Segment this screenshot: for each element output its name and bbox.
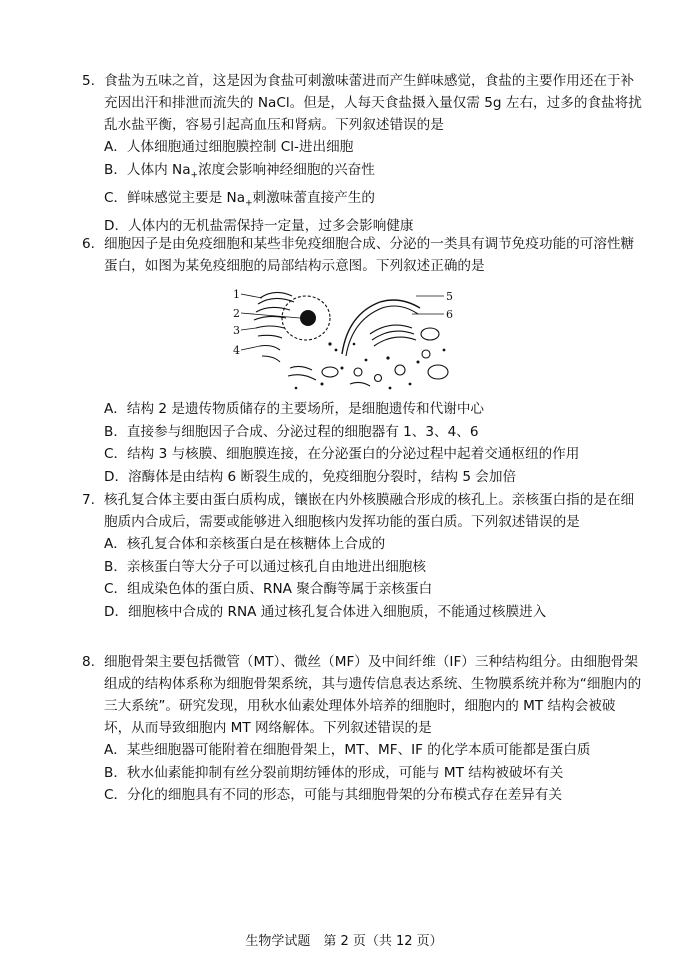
- option-b: B．人体内 $Na_+$浓度会影响神经细胞的兴奋性: [104, 161, 375, 181]
- figure-label-1: 1: [233, 288, 240, 301]
- question-number: 6.: [82, 236, 95, 252]
- option-c: C．组成染色体的蛋白质、RNA 聚合酶等属于亲核蛋白: [104, 581, 433, 597]
- question-text: 细胞因子是由免疫细胞和某些非免疫细胞合成、分泌的一类具有调节免疫功能的可溶性糖蛋白，如图为某免疫细胞的局部结构示意图。下列叙述正确的是: [104, 236, 635, 274]
- question-6-options: [82, 398, 642, 488]
- option-c: C．分化的细胞具有不同的形态，可能与其细胞骨架的分布模式存在差异有关: [104, 787, 563, 803]
- question-stem: [82, 233, 642, 277]
- question-stem: [82, 70, 642, 136]
- option-b: B．亲核蛋白等大分子可以通过核孔自由地进出细胞核: [104, 558, 426, 575]
- option-a: A．核孔复合体和亲核蛋白是在核糖体上合成的: [104, 536, 386, 552]
- question-number: 7.: [82, 492, 95, 508]
- option-a: A．结构 2 是遗传物质储存的主要场所，是细胞遗传和代谢中心: [104, 401, 485, 417]
- figure-label-3: 3: [233, 324, 240, 337]
- option-b: B．秋水仙素能抑制有丝分裂前期纺锤体的形成，可能与 MT 结构被破坏有关: [104, 764, 564, 781]
- question-stem: [82, 651, 642, 739]
- cell-structure-figure: [230, 284, 455, 396]
- cell-diagram: [230, 284, 455, 396]
- option-d: D．溶酶体是由结构 6 断裂生成的，免疫细胞分裂时，结构 5 会加倍: [104, 468, 517, 485]
- figure-label-5: 5: [446, 290, 453, 303]
- option-b: B．直接参与细胞因子合成、分泌过程的细胞器有 1、3、4、6: [104, 423, 479, 440]
- question-text: 细胞骨架主要包括微管（MT）、微丝（MF）及中间纤维（IF）三种结构组分。由细胞骨架组成的结构体系称为细胞骨架系统，其与遗传信息表达系统、生物膜系统并称为“细胞内的三大系统”。研究发现，用秋水仙素处理体外培养的细胞时，细胞内的 MT 结构会被破坏，从而导致细胞内 MT 网络解体。下列叙述错误的是: [104, 654, 642, 736]
- question-7: [82, 489, 642, 623]
- option-a: A．某些细胞器可能附着在细胞骨架上，MT、MF、IF 的化学本质可能都是蛋白质: [104, 742, 591, 758]
- option-d: D．细胞核中合成的 RNA 通过核孔复合体进入细胞质，不能通过核膜进入: [104, 603, 547, 620]
- option-c: C．鲜味感觉主要是 $Na_+$刺激味蕾直接产生的: [104, 189, 375, 209]
- question-text: 核孔复合体主要由蛋白质构成，镶嵌在内外核膜融合形成的核孔上。亲核蛋白指的是在细胞质内合成后，需要或能够进入细胞核内发挥功能的蛋白质。下列叙述错误的是: [104, 492, 635, 530]
- option-a: A．人体细胞通过细胞膜控制 Cl-进出细胞: [104, 139, 354, 155]
- option-d: D．人体内的无机盐需保持一定量，过多会影响健康: [104, 217, 414, 234]
- option-c: C．结构 3 与核膜、细胞膜连接，在分泌蛋白的分泌过程中起着交通枢纽的作用: [104, 446, 580, 462]
- page-footer: 生物学试题 第 2 页（共 12 页）: [245, 934, 443, 949]
- figure-label-2: 2: [233, 307, 240, 320]
- nucleolus-mark: [300, 310, 316, 326]
- question-6: [82, 233, 642, 277]
- question-number: 5.: [82, 73, 95, 89]
- figure-label-6: 6: [446, 308, 453, 321]
- question-8: [82, 651, 642, 807]
- question-text: 食盐为五味之首，这是因为食盐可刺激味蕾进而产生鲜味感觉，食盐的主要作用还在于补充因出汗和排泄而流失的 NaCl。但是，人每天食盐摄入量仅需 5g 左右，过多的食盐将扰乱水盐平衡，容易引起高血压和肾病。下列叙述错误的是: [104, 73, 642, 133]
- question-number: 8.: [82, 654, 95, 670]
- question-stem: [82, 489, 642, 533]
- question-5: [82, 70, 642, 237]
- figure-label-4: 4: [233, 344, 240, 357]
